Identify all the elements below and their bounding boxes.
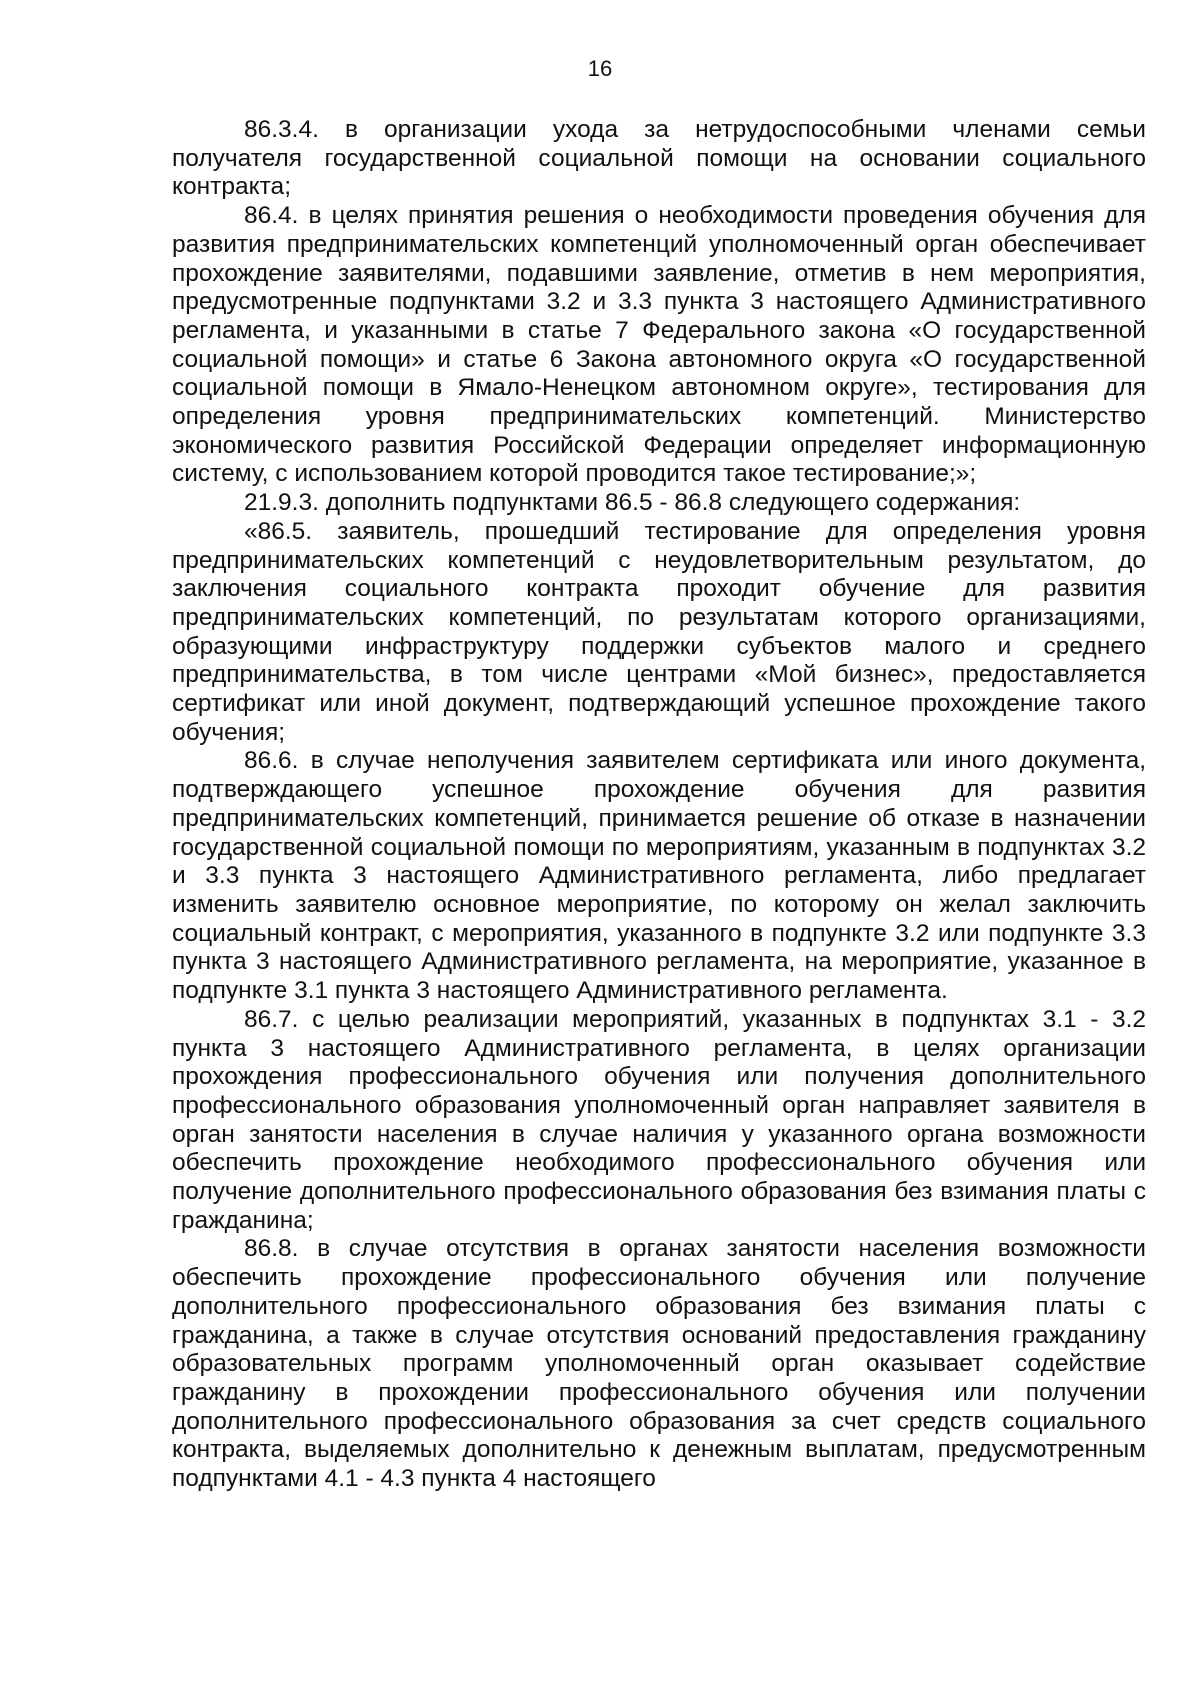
page-number: 16 bbox=[587, 56, 613, 81]
paragraph-86-6: 86.6. в случае неполучения заявителем сертификата или иного документа, подтверждающего успешное прохождение обучения для развития предпринимательских компетенций, принимается решение об отказе в назначении государственной социальной помощи по мероприятиям, указанным в подпунктах 3.2 и 3.3 пункта 3 настоящего Административного регламента, либо предлагает изменить заявителю основное мероприятие, по которому он желал заключить социальный контракт, с мероприятия, указанного в подпункте 3.2 или подпункте 3.3 пункта 3 настоящего Административного регламента, на мероприятие, указанное в подпункте 3.1 пункта 3 настоящего Административного регламента. bbox=[172, 747, 1146, 1005]
paragraph-86-8: 86.8. в случае отсутствия в органах занятости населения возможности обеспечить прохождение профессионального обучения или получение дополнительного профессионального образования без взимания платы с гражданина, а также в случае отсутствия оснований предоставления гражданину образовательных программ уполномоченный орган оказывает содействие гражданину в прохождении профессионального обучения или получении дополнительного профессионального образования за счет средств социального контракта, выделяемых дополнительно к денежным выплатам, предусмотренным подпунктами 4.1 - 4.3 пункта 4 настоящего bbox=[172, 1235, 1146, 1493]
paragraph-86-5: «86.5. заявитель, прошедший тестирование для определения уровня предпринимательских компетенций с неудовлетворительным результатом, до заключения социального контракта проходит обучение для развития предпринимательских компетенций, по результатам которого организациями, образующими инфраструктуру поддержки субъектов малого и среднего предпринимательства, в том числе центрами «Мой бизнес», предоставляется сертификат или иной документ, подтверждающий успешное прохождение такого обучения; bbox=[172, 517, 1146, 746]
paragraph-86-3-4: 86.3.4. в организации ухода за нетрудоспособными членами семьи получателя государственной социальной помощи на основании социального контракта; bbox=[172, 116, 1146, 201]
document-body bbox=[172, 116, 1146, 1494]
paragraph-21-9-3: 21.9.3. дополнить подпунктами 86.5 - 86.8 следующего содержания: bbox=[244, 489, 1021, 517]
paragraph-86-7: 86.7. с целью реализации мероприятий, указанных в подпунктах 3.1 - 3.2 пункта 3 настоящего Административного регламента, в целях организации прохождения профессионального обучения или получения дополнительного профессионального образования уполномоченный орган направляет заявителя в орган занятости населения в случае наличия у указанного органа возможности обеспечить прохождение необходимого профессионального обучения или получение дополнительного профессионального образования без взимания платы с гражданина; bbox=[172, 1005, 1146, 1234]
paragraph-86-4: 86.4. в целях принятия решения о необходимости проведения обучения для развития предпринимательских компетенций уполномоченный орган обеспечивает прохождение заявителями, подавшими заявление, отметив в нем мероприятия, предусмотренные подпунктами 3.2 и 3.3 пункта 3 настоящего Административного регламента, и указанными в статье 7 Федерального закона «О государственной социальной помощи» и статье 6 Закона автономного округа «О государственной социальной помощи в Ямало-Ненецком автономном округе», тестирования для определения уровня предпринимательских компетенций. Министерство экономического развития Российской Федерации определяет информационную систему, с использованием которой проводится такое тестирование;»; bbox=[172, 202, 1146, 488]
